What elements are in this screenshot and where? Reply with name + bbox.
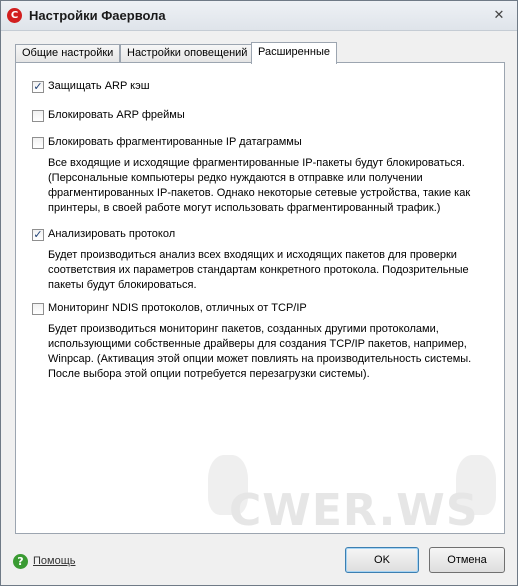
label-protect-arp-cache[interactable]: Защищать ARP кэш <box>48 80 150 92</box>
help-icon[interactable]: ? <box>13 554 28 569</box>
checkbox-block-arp-frames[interactable] <box>32 110 44 122</box>
description-line: После выбора этой опции потребуется перезагрузки системы). <box>48 368 370 380</box>
tab-advanced[interactable]: Расширенные <box>251 42 337 64</box>
description-line: использующими собственные драйверы для создания TCP/IP пакетов, например, <box>48 338 467 350</box>
cancel-button[interactable]: Отмена <box>429 547 505 573</box>
description-line: Winpcap. (Активация этой опции может повлиять на производительность системы. <box>48 353 472 365</box>
comodo-app-icon: C <box>7 8 22 23</box>
description-monitor-ndis <box>48 322 496 382</box>
close-icon[interactable]: ✕ <box>493 8 505 23</box>
description-line: Будет производиться анализ всех входящих и исходящих пакетов для проверки <box>48 249 457 261</box>
label-analyze-protocol[interactable]: Анализировать протокол <box>48 228 176 240</box>
title-bar[interactable] <box>1 1 517 31</box>
help-link[interactable]: Помощь <box>33 555 76 567</box>
checkbox-analyze-protocol[interactable]: ✓ <box>33 228 43 241</box>
description-block-fragmented-ip <box>48 156 496 216</box>
window-title: Настройки Фаервола <box>29 8 166 23</box>
tab-general-settings[interactable]: Общие настройки <box>15 44 120 63</box>
description-line: пакеты будут блокироваться. <box>48 279 197 291</box>
description-line: (Персональные компьютеры редко нуждаются в отправке или получении <box>48 172 423 184</box>
ok-button[interactable]: OK <box>345 547 419 573</box>
description-line: Будет производиться мониторинг пакетов, созданных другими протоколами, <box>48 323 439 335</box>
description-analyze-protocol <box>48 248 496 293</box>
label-monitor-ndis[interactable]: Мониторинг NDIS протоколов, отличных от TCP/IP <box>48 302 307 314</box>
advanced-settings-panel <box>15 62 505 534</box>
description-line: фрагментированных IP-пакетов. Однако некоторые сетевые устройства, такие как <box>48 187 471 199</box>
watermark-text: CWER.WS <box>229 485 479 536</box>
description-line: Все входящие и исходящие фрагментированные IP-пакеты будут блокироваться. <box>48 157 465 169</box>
checkbox-monitor-ndis[interactable] <box>32 303 44 315</box>
checkbox-protect-arp-cache[interactable]: ✓ <box>33 80 43 93</box>
description-line: соответствия их параметров стандартам конкретного протокола. Подозрительные <box>48 264 469 276</box>
checkbox-block-fragmented-ip[interactable] <box>32 137 44 149</box>
description-line: принтеры, в своей работе могут использовать фрагментированный трафик.) <box>48 202 441 214</box>
label-block-arp-frames[interactable]: Блокировать ARP фреймы <box>48 109 185 121</box>
tab-notification-settings[interactable]: Настройки оповещений <box>120 44 254 63</box>
label-block-fragmented-ip[interactable]: Блокировать фрагментированные IP датаграммы <box>48 136 302 148</box>
